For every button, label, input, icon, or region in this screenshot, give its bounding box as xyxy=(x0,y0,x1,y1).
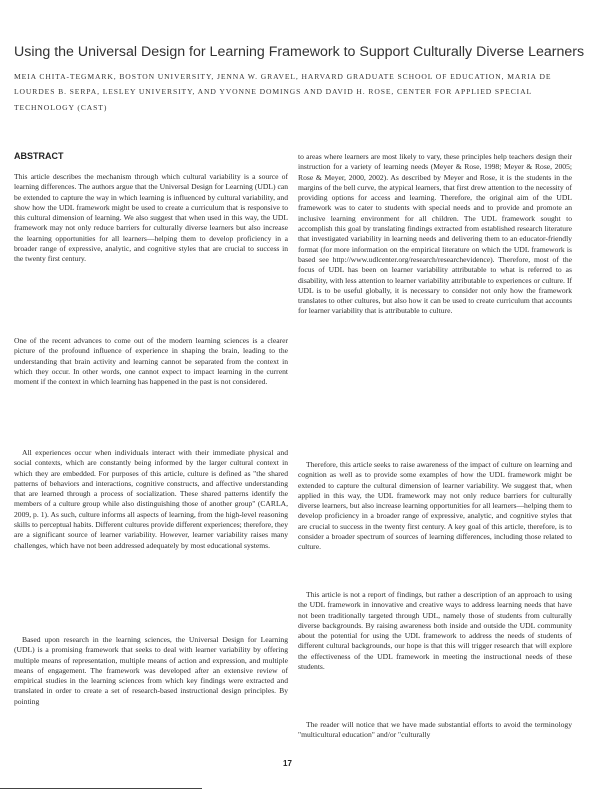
abstract-heading: ABSTRACT xyxy=(14,151,64,161)
left-paragraph-2: All experiences occur when individuals interact with their immediate physical and social contexts, which are constantly being informed by the larger cultural context in which they are embedded. For purposes of this article, culture is defined as "the shared patterns of behaviors and interactions, cognitive constructs, and affective understanding that are learned through a process of socialization. These shared patterns identify the members of a culture group while also distinguishing those of another group" (CARLA, 2009, p. 1). As such, culture informs all aspects of learning, from the high-level reasoning skills to perceptual habits. Different cultures provide different experiences; therefore, they are a significant source of learner variability. However, learner variability raises many challenges, which have not been addressed adequately by most educational systems. xyxy=(14,448,288,550)
article-title: Using the Universal Design for Learning Framework to Support Culturally Diverse Learners xyxy=(14,44,585,60)
abstract-text: This article describes the mechanism through which cultural variability is a source of learning differences. The authors argue that the Universal Design for Learning (UDL) can be extended to capture the way in which learning is influenced by cultural variability, and show how the UDL framework might be used to create a curriculum that is responsive to this cultural dimension of learning. We also suggest that when used in this way, the UDL framework may not only reduce barriers for culturally diverse learners but also increase the learning opportunities for all learners—helping them to develop proficiency in a broader range of expressive, analytic, and cognitive styles that are crucial to success in the twenty first century. xyxy=(14,172,288,264)
right-paragraph-3: This article is not a report of findings, but rather a description of an approach to using the UDL framework in innovative and creative ways to address learning needs that have not been traditionally targeted through UDL, namely those of students from culturally diverse backgrounds. By raising awareness both inside and outside the UDL community about the potential for using the UDL framework to address the needs of students of different cultural backgrounds, our hope is that this will trigger research that will explore the effectiveness of the UDL framework in meeting the instructional needs of these students. xyxy=(298,590,572,672)
page-number: 17 xyxy=(283,759,292,768)
right-paragraph-2: Therefore, this article seeks to raise awareness of the impact of culture on learning and cognition as well as to provide some examples of how the UDL framework might be extended to capture the cultural dimension of learner variability. We suggest that, when applied in this way, the UDL framework may not only reduce barriers for culturally diverse learners, but also increase learning opportunities for all learners—helping them to develop proficiency in a broader range of expressive, analytic, and cognitive styles that are crucial to success in the twenty first century. A key goal of this article, therefore, is to consider a broader spectrum of sources of learning differences, including those related to culture. xyxy=(298,460,572,552)
left-paragraph-1: One of the recent advances to come out of the modern learning sciences is a clearer picture of the profound influence of experience in shaping the brain, leading to the understanding that brain activity and learning cannot be separated from the context in which they occur. In other words, one cannot expect to impact learning in the current moment if the context in which learning has happened in the past is not considered. xyxy=(14,336,288,387)
footnote-rule xyxy=(0,788,202,789)
right-paragraph-1: to areas where learners are most likely to vary, these principles help teachers design their instruction for a variety of learning needs (Meyer & Rose, 1998; Meyer & Rose, 2005; Rose & Meyer, 2000, 2002). As described by Meyer and Rose, it is the students in the margins of the bell curve, the atypical learners, that first drew attention to the necessity of providing options for access and learning. Therefore, the original aim of the UDL framework was to cater to students with special needs and to provide and promote an inclusive learning environment for all children. The UDL framework sought to accomplish this goal by translating findings extracted from established research literature that investigated variability in learning needs and delivering them to an educator-friendly format (for more information on the empirical literature on which the UDL framework is based see http://www.udlcenter.org/research/researchevidence). Therefore, most of the focus of UDL has been on learner variability attributable to what is referred to as disability, with less attention to learner variability attributable to experiences or culture. If UDL is to be useful globally, it is necessary to consider not only how the framework translates to other cultures, but also how it can be used to create curriculum that accounts for learner variability that is attributable to culture. xyxy=(298,152,572,316)
right-paragraph-4: The reader will notice that we have made substantial efforts to avoid the terminology "multicultural education" and/or "culturally xyxy=(298,720,572,740)
left-paragraph-3: Based upon research in the learning sciences, the Universal Design for Learning (UDL) is a promising framework that seeks to deal with learner variability by offering multiple means of representation, multiple means of action and expression, and multiple means of engagement. The framework was developed after an extensive review of empirical studies in the learning sciences from which key findings were extracted and translated in order to create a set of research-based instructional design principles. By pointing xyxy=(14,635,288,706)
author-line: MEIA CHITA-TEGMARK, BOSTON UNIVERSITY, JENNA W. GRAVEL, HARVARD GRADUATE SCHOOL OF EDUCATION, MARIA DE LOURDES B. SERPA, LESLEY UNIVERSITY, AND YVONNE DOMINGS AND DAVID H. ROSE, CENTER FOR APPLIED SPECIAL TECHNOLOGY (CAST) xyxy=(14,72,552,112)
